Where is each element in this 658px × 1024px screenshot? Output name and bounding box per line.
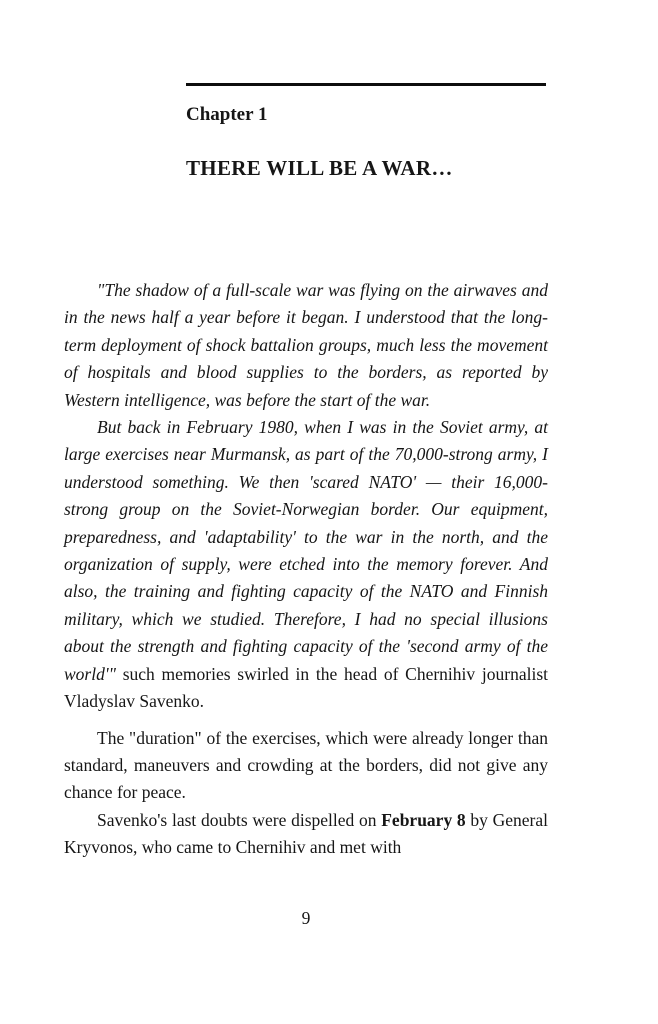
chapter-title: THERE WILL BE A WAR… (186, 155, 453, 180)
text-run-regular: Savenko's last doubts were dispelled on (97, 809, 382, 830)
text-run-regular: such memories swirled in the head of Chernihiv journalist Vladyslav Savenko. (64, 663, 548, 712)
chapter-rule (186, 83, 546, 86)
text-run-regular: The "duration" of the exercises, which were already longer than standard, maneuvers and crowding at the borders, did not give any chance for peace. (64, 727, 548, 803)
page-content (64, 0, 548, 862)
paragraph (64, 807, 548, 862)
body-text (64, 277, 548, 862)
chapter-header (64, 0, 548, 181)
paragraph (64, 725, 548, 807)
chapter-label: Chapter 1 (186, 104, 268, 125)
text-run-italic: "The shadow of a full-scale war was flying on the airwaves and in the news half a year before it began. I understood that the long-term deployment of shock battalion groups, much less the movement of hospitals and blood supplies to the borders, as reported by Western intelligence, was before the start of the war. (64, 280, 548, 410)
paragraph (64, 414, 548, 715)
page-number: 9 (301, 908, 311, 928)
paragraph (64, 277, 548, 414)
text-run-bold: February 8 (381, 809, 466, 830)
text-run-italic: But back in February 1980, when I was in the Soviet army, at large exercises near Murmansk, as part of the 70,000-strong army, I understood something. We then 'scared NATO' — their 16,000-strong group on the Soviet-Norwegian border. Our equipment, preparedness, and 'adaptability' to the war in the north, and the organization of supply, were etched into the memory forever. And also, the training and fighting capacity of the NATO and Finnish military, which we studied. Therefore, I had no special illusions about the strength and fighting capacity of the 'second army of the world'" (64, 417, 548, 684)
text-run-regular: by General Kryvonos, who came to Chernihiv and met with (64, 809, 548, 858)
